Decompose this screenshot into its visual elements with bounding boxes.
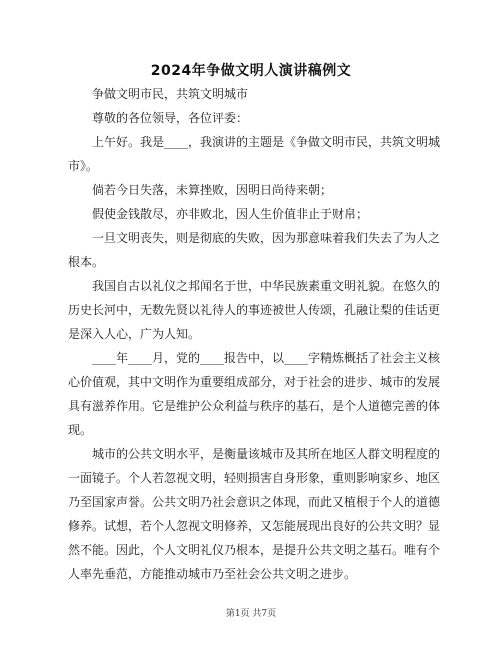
document-body	[68, 82, 440, 586]
paragraph: 争做文明市民，共筑文明城市	[92, 87, 249, 101]
paragraph: 我国自古以礼仪之邦闻名于世，中华民族素重文明礼貌。在悠久的历史长河中，无数先贤以礼待人的事迹被世人传颂，孔融让梨的佳话更是深入人心，广为人知。	[68, 279, 441, 341]
paragraph: 一旦文明丧失，则是彻底的失败，因为那意味着我们失去了为人之根本。	[68, 231, 441, 269]
page-number-footer: 第1页 共7页	[225, 609, 277, 619]
document-title: 2024年争做文明人演讲稿例文	[150, 63, 352, 79]
paragraph: 假使金钱散尽，亦非败北，因人生价值非止于财帛；	[92, 207, 369, 221]
paragraph: 上午好。我是____，我演讲的主题是《争做文明市民，共筑文明城市》。	[68, 135, 441, 173]
paragraph: 尊敬的各位领导，各位评委：	[92, 111, 249, 125]
paragraph: 城市的公共文明水平，是衡量该城市及其所在地区人群文明程度的一面镜子。个人若忽视文明，轻则损害自身形象，重则影响家乡、地区乃至国家声誉。公共文明乃社会意识之体现，而此又植根于个人的道德修养。试想，若个人忽视文明修养，又怎能展现出良好的公共文明？显然不能。因此，个人文明礼仪乃根本，是提升公共文明之基石。唯有个人率先垂范，方能推动城市乃至社会公共文明之进步。	[68, 447, 441, 581]
paragraph: ____年____月，党的____报告中，以____字精炼概括了社会主义核心价值观，其中文明作为重要组成部分，对于社会的进步、城市的发展具有滋养作用。它是维护公众利益与秩序的基石，是个人道德完善的体现。	[68, 351, 441, 437]
paragraph: 倘若今日失落，未算挫败，因明日尚待来朝；	[92, 183, 333, 197]
